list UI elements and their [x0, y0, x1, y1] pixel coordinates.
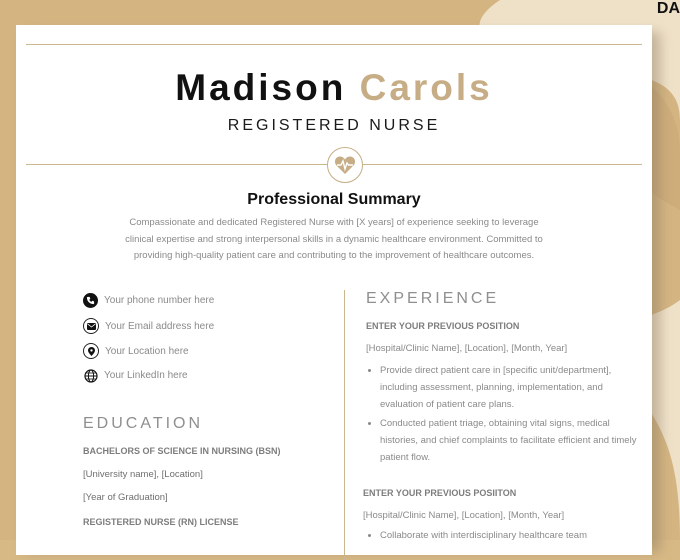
contact-phone: [83, 293, 214, 308]
education-degree: BACHELORS OF SCIENCE IN NURSING (BSN): [83, 446, 281, 456]
corner-brand-text: DA: [656, 0, 680, 17]
contact-location: [83, 343, 189, 359]
education-year: [Year of Graduation]: [83, 492, 168, 503]
list-item: • Provide direct patient care in [specific unit/department], including assessment, planning, implementation, and evaluation of patient care plans.: [380, 362, 642, 413]
globe-icon: [83, 368, 98, 383]
education-school: [University name], [Location]: [83, 469, 203, 480]
summary-title: Professional Summary: [247, 191, 421, 208]
contact-location-text: Your Location here: [105, 345, 189, 357]
column-divider: [344, 290, 345, 560]
summary-text: Compassionate and dedicated Registered Nurse with [X years] of experience seeking to leverage clinical expertise and strong interpersonal skills in a dynamic healthcare environment. Committed to providing high-quality patient care and contributing to the improvement of healthcare outcomes.: [125, 217, 543, 261]
last-name: Carols: [359, 67, 493, 108]
contact-linkedin: [83, 368, 188, 383]
candidate-name: [16, 67, 652, 109]
resume-page: [16, 25, 652, 555]
list-item: • Conducted patient triage, obtaining vital signs, medical histories, and chief complaints to facilitate efficient and timely patient flow.: [380, 415, 642, 466]
education-license: REGISTERED NURSE (RN) LICENSE: [83, 517, 239, 527]
heart-pulse-icon: [327, 147, 363, 183]
list-item: • Collaborate with interdisciplinary healthcare team: [380, 527, 642, 544]
job-title: REGISTERED NURSE: [227, 117, 441, 134]
first-name: Madison: [175, 67, 347, 108]
position-2-title: ENTER YOUR PREVIOUS POSIITON: [363, 488, 517, 498]
contact-phone-text: Your phone number here: [104, 295, 215, 306]
location-icon: [83, 343, 99, 359]
contact-email-text: Your Email address here: [105, 320, 215, 332]
position-1-bullets: [366, 362, 642, 468]
position-2-bullets: [366, 527, 642, 546]
position-2-place: [Hospital/Clinic Name], [Location], [Month, Year]: [363, 510, 565, 521]
position-1-title: ENTER YOUR PREVIOUS POSITION: [366, 321, 520, 331]
contact-email: [83, 318, 214, 334]
position-1-place: [Hospital/Clinic Name], [Location], [Month, Year]: [366, 343, 568, 354]
phone-icon: [83, 293, 98, 308]
top-rule: [26, 44, 642, 45]
education-title: EDUCATION: [83, 415, 204, 432]
contact-linkedin-text: Your LinkedIn here: [104, 370, 188, 381]
email-icon: [83, 318, 99, 334]
experience-title: EXPERIENCE: [366, 290, 500, 307]
